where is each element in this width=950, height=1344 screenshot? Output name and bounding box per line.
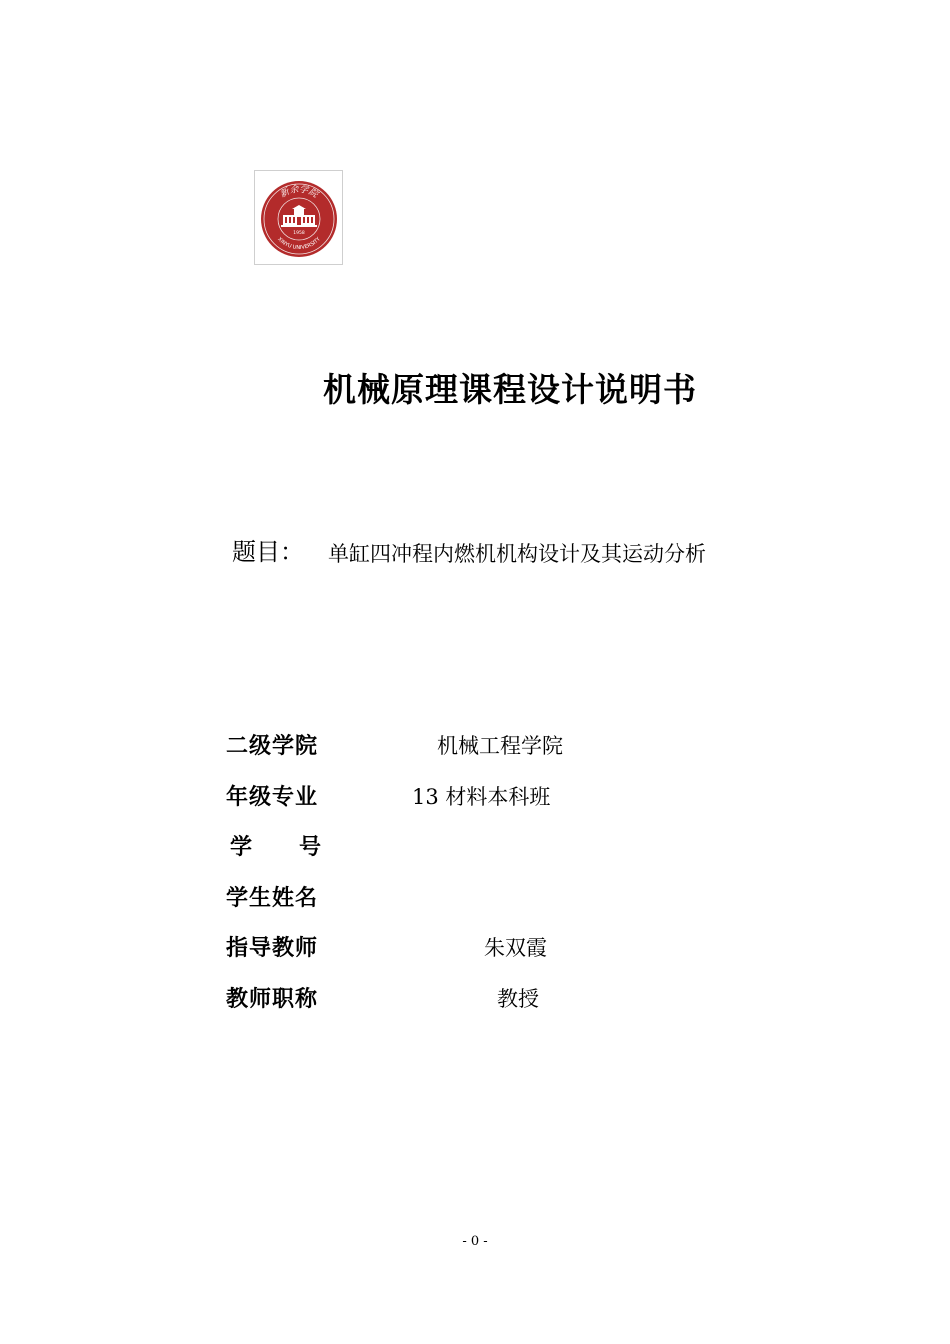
grade-label: 年级专业	[226, 785, 319, 810]
advisor-label: 指导教师	[226, 936, 319, 961]
student-name-label: 学生姓名	[226, 886, 319, 911]
advisor-title-label: 教师职称	[226, 987, 319, 1012]
seal-emblem-icon	[259, 177, 339, 259]
college-label: 二级学院	[226, 734, 319, 759]
grade-value: 13 材料本科班	[412, 785, 551, 809]
advisor-title-value: 教授	[497, 987, 539, 1011]
topic-label: 题目：	[232, 538, 304, 566]
seal-bottom-text: XINYU UNIVERSITY	[276, 236, 322, 252]
document-title: 机械原理课程设计说明书	[323, 370, 697, 409]
seal-year: 1958	[293, 231, 305, 236]
advisor-value: 朱双霞	[484, 936, 547, 960]
page-number: - 0 -	[462, 1234, 488, 1249]
seal-top-text: 新余学院	[278, 184, 320, 201]
university-seal	[254, 170, 343, 265]
topic-value: 单缸四冲程内燃机机构设计及其运动分析	[328, 542, 706, 566]
student-id-label: 学 号	[230, 835, 323, 860]
college-value: 机械工程学院	[437, 734, 563, 758]
